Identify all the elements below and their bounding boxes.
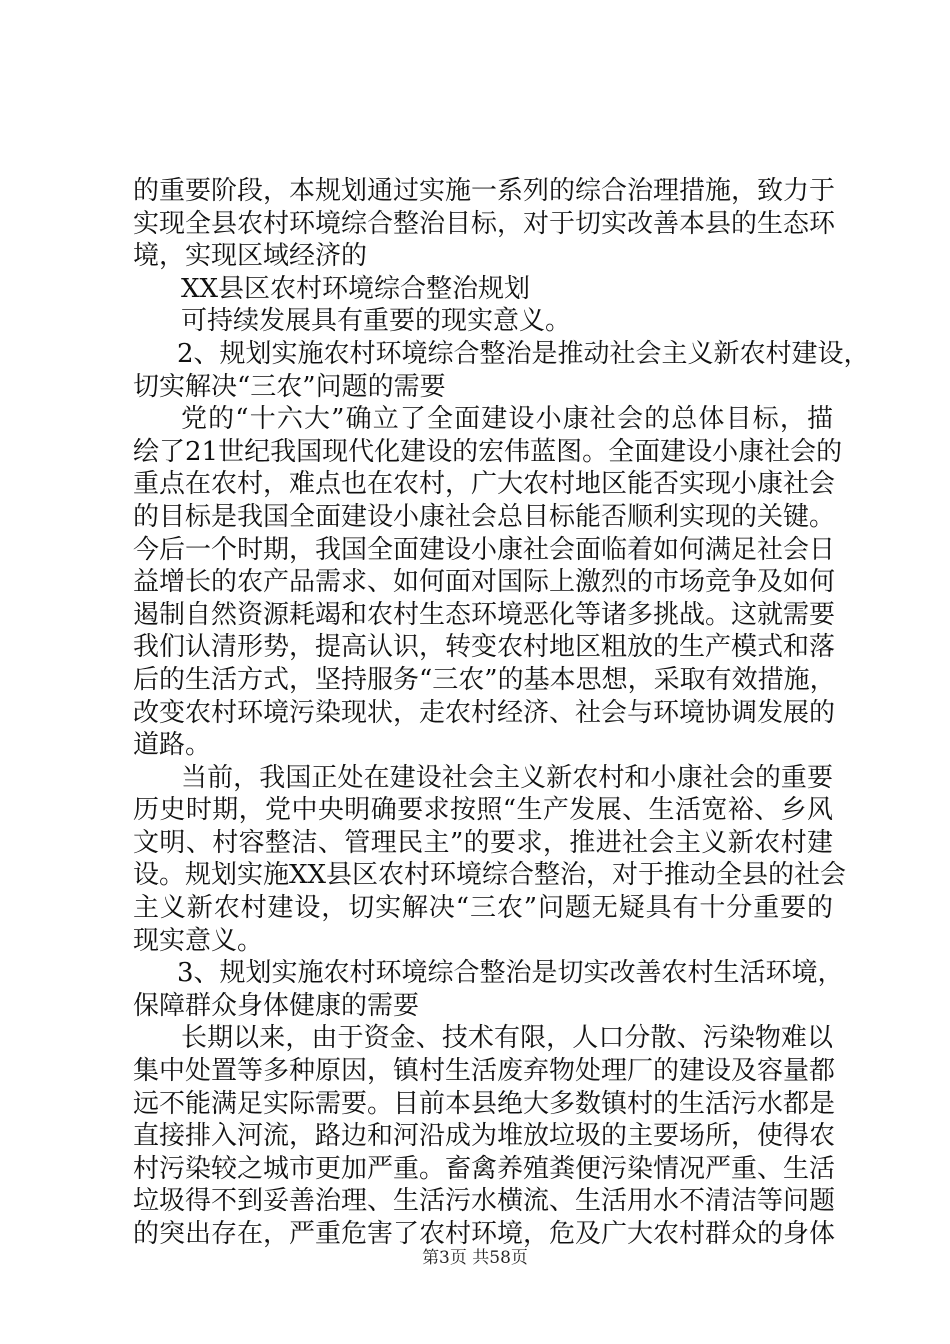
text-line: 遏制自然资源耗竭和农村生态环境恶化等诸多挑战。这就需要 — [133, 599, 836, 630]
text-line: 可持续发展具有重要的现实意义。 — [181, 306, 572, 337]
text-line: 3、规划实施农村环境综合整治是切实改善农村生活环境， — [177, 958, 844, 989]
text-line: 境，实现区域经济的 — [133, 241, 368, 272]
text-line: 村污染较之城市更加严重。畜禽养殖粪便污染情况严重、生活 — [133, 1153, 836, 1184]
text-line: 重点在农村，难点也在农村，广大农村地区能否实现小康社会 — [133, 469, 836, 500]
text-line: 后的生活方式，坚持服务“三农”的基本思想，采取有效措施， — [133, 664, 836, 695]
text-line: 直接排入河流，路边和河沿成为堆放垃圾的主要场所，使得农 — [133, 1121, 836, 1152]
text-line: 当前，我国正处在建设社会主义新农村和小康社会的重要 — [181, 762, 833, 793]
text-line: 的目标是我国全面建设小康社会总目标能否顺利实现的关键。 — [133, 501, 836, 532]
text-line: 的重要阶段，本规划通过实施一系列的综合治理措施，致力于 — [133, 176, 836, 206]
text-line: 远不能满足实际需要。目前本县绝大多数镇村的生活污水都是 — [133, 1088, 836, 1119]
text-line: 历史时期，党中央明确要求按照“生产发展、生活宽裕、乡风 — [133, 795, 833, 826]
text-line: 今后一个时期，我国全面建设小康社会面临着如何满足社会日 — [133, 534, 836, 565]
text-line: 我们认清形势，提高认识，转变农村地区粗放的生产模式和落 — [133, 632, 836, 663]
document-body — [133, 175, 870, 1251]
text-line: 益增长的农产品需求、如何面对国际上激烈的市场竞争及如何 — [133, 567, 836, 598]
text-line: 党的“十六大”确立了全面建设小康社会的总体目标，描 — [181, 404, 833, 435]
text-line: 绘了21世纪我国现代化建设的宏伟蓝图。全面建设小康社会的 — [133, 436, 843, 467]
text-line: 道路。 — [133, 730, 212, 761]
text-line: 2、规划实施农村环境综合整治是推动社会主义新农村建设， — [177, 338, 870, 369]
text-line: 长期以来，由于资金、技术有限，人口分散、污染物难以 — [181, 1023, 833, 1054]
text-line: 设。规划实施XX县区农村环境综合整治，对于推动全县的社会 — [133, 860, 847, 891]
text-line: 实现全县农村环境综合整治目标，对于切实改善本县的生态环 — [133, 208, 836, 239]
text-line: 垃圾得不到妥善治理、生活污水横流、生活用水不清洁等问题 — [133, 1186, 836, 1217]
text-line: 的突出存在，严重危害了农村环境，危及广大农村群众的身体 — [133, 1219, 836, 1249]
text-line: 改变农村环境污染现状，走农村经济、社会与环境协调发展的 — [133, 697, 836, 728]
page-footer: 第3页 共58页 — [422, 1248, 528, 1268]
text-line: XX县区农村环境综合整治规划 — [181, 273, 531, 304]
text-line: 主义新农村建设，切实解决“三农”问题无疑具有十分重要的 — [133, 893, 833, 924]
text-line: 集中处置等多种原因，镇村生活废弃物处理厂的建设及容量都 — [133, 1056, 836, 1087]
text-line: 保障群众身体健康的需要 — [133, 990, 420, 1021]
text-line: 文明、村容整洁、管理民主”的要求，推进社会主义新农村建 — [133, 827, 833, 858]
text-line: 切实解决“三农”问题的需要 — [133, 371, 446, 402]
text-line: 现实意义。 — [133, 925, 264, 956]
